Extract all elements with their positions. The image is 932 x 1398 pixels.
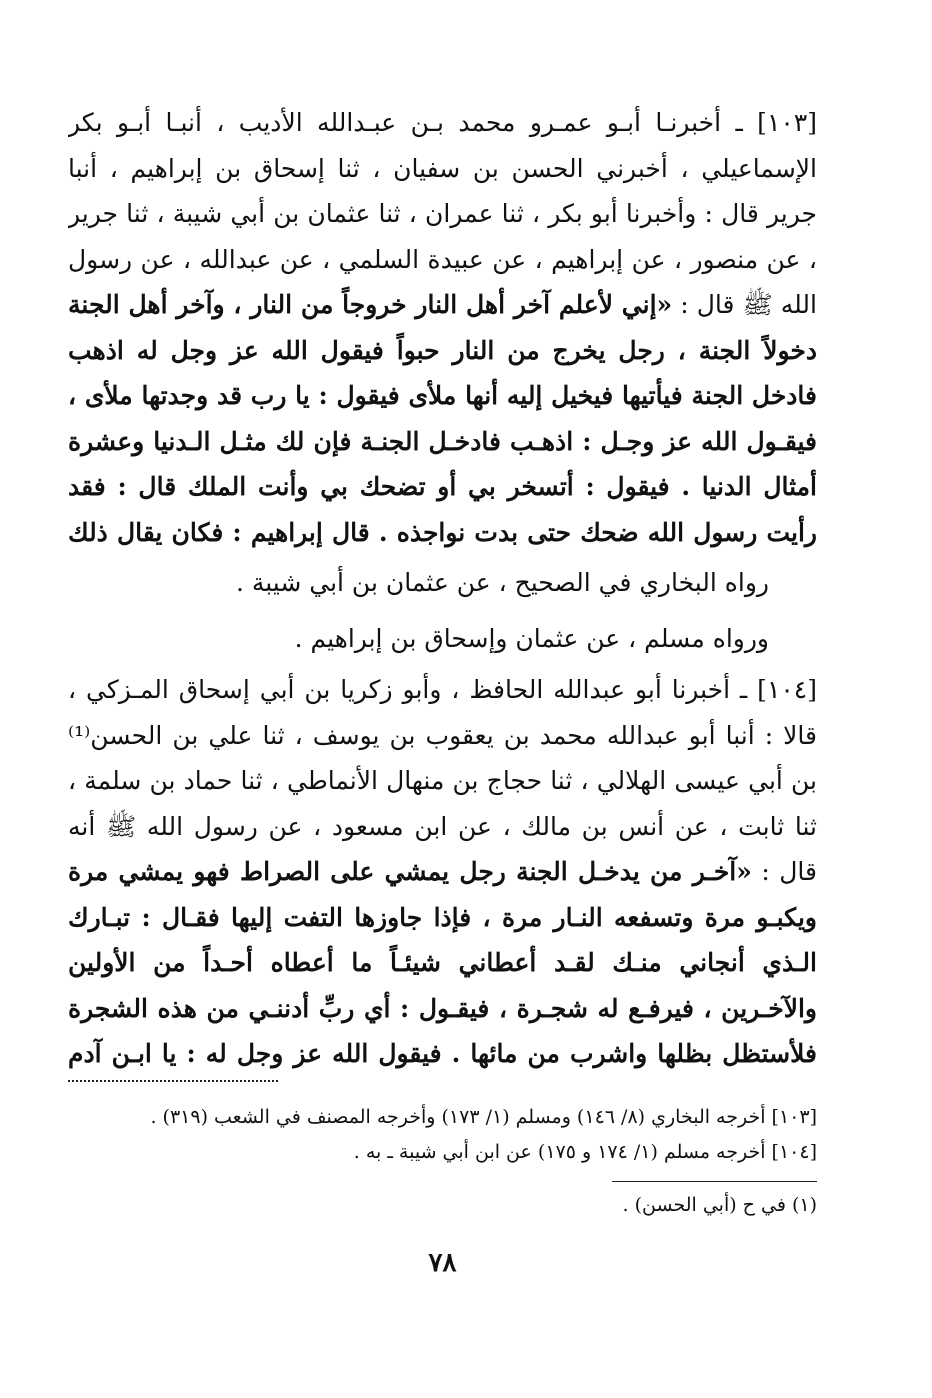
takhrij-notes bbox=[68, 1100, 817, 1170]
hadith-103 bbox=[68, 100, 817, 555]
note-104: [١٠٤] أخرجه مسلم (١/ ١٧٤ و ١٧٥) عن ابن أبي شيبة ـ به . bbox=[353, 1141, 817, 1163]
riwaya-muslim: ورواه مسلم ، عن عثمان وإسحاق بن إبراهيم . bbox=[294, 624, 769, 653]
hadith-103-isnad: [١٠٣] ـ أخبرنـا أبـو عمـرو محمد بـن عبـدالله الأديب ، أنبـا أبـو بكر الإسماعيلي ، أخبرني الحسن بن سفيان ، ثنا إسحاق بن إبراهيم ، أنبا جرير قال : وأخبرنا أبو بكر ، ثنا عمران ، ثنا عثمان بن أبي شيبة ، ثنا جرير ، عن منصور ، عن إبراهيم ، عن عبيدة السلمي ، عن عبدالله ، عن رسول الله ﷺ قال : bbox=[68, 108, 817, 319]
riwaya-bukhari: رواه البخاري في الصحيح ، عن عثمان بن أبي شيبة . bbox=[235, 568, 769, 597]
footnote-separator bbox=[612, 1181, 817, 1182]
hadith-104-matn: «آخـر من يدخـل الجنة رجل يمشي على الصراط فهو يمشي مرة ويكبـو مرة وتسفعه النـار مرة ، فإذا جاوزها التفت إليها فقـال : تبـارك الـذي أنجاني منـك لقـد أعطاني شيئـاً ما أعطاه أحـداً من الأولين والآخـرين ، فيرفـع له شجـرة ، فيقـول : أي ربِّ أدننـي من هذه الشجرة فلأستظل بظلها واشرب من مائها . فيقول الله عز وجل له : يا ابـن آدم bbox=[68, 857, 817, 1068]
note-103: [١٠٣] أخرجه البخاري (٨/ ١٤٦) ومسلم (١/ ١٧٣) وأخرجه المصنف في الشعب (٣١٩) . bbox=[150, 1106, 817, 1128]
footnote-1: (١) في ح (أبي الحسن) . bbox=[622, 1194, 817, 1216]
book-page bbox=[68, 100, 817, 1398]
hadith-103-matn: «إني لأعلم آخر أهل النار خروجاً من النار ، وآخر أهل الجنة دخولاً الجنة ، رجل يخرج من النار حبواً فيقول الله عز وجل له اذهب فادخل الجنة فيأتيها فيخيل إليه أنها ملأى فيقول : يا رب قد وجدتها ملأى ، فيقـول الله عز وجـل : اذهـب فادخـل الجنـة فإن لك مثـل الـدنيا وعشرة أمثال الدنيا . فيقول : أتسخر بي أو تضحك بي وأنت الملك قال : فقد رأيت رسول الله ضحك حتى بدت نواجذه . قال إبراهيم : فكان يقال ذلك bbox=[68, 290, 817, 547]
hadith-104 bbox=[68, 667, 817, 1077]
hadith-104-isnad: [١٠٤] ـ أخبرنا أبو عبدالله الحافظ ، وأبو زكريا بن أبي إسحاق المـزكي ، قالا : أنبا أبو عبدالله محمد بن يعقوب بن يوسف ، ثنا علي بن الحسن⁽¹⁾ بن أبي عيسى الهلالي ، ثنا حجاج بن منهال الأنماطي ، ثنا حماد بن سلمة ، ثنا ثابت ، عن أنس بن مالك ، عن ابن مسعود ، عن رسول الله ﷺ أنه قال : bbox=[68, 675, 817, 886]
page-number: ٧٨ bbox=[428, 1248, 457, 1278]
notes-separator bbox=[68, 1080, 278, 1082]
